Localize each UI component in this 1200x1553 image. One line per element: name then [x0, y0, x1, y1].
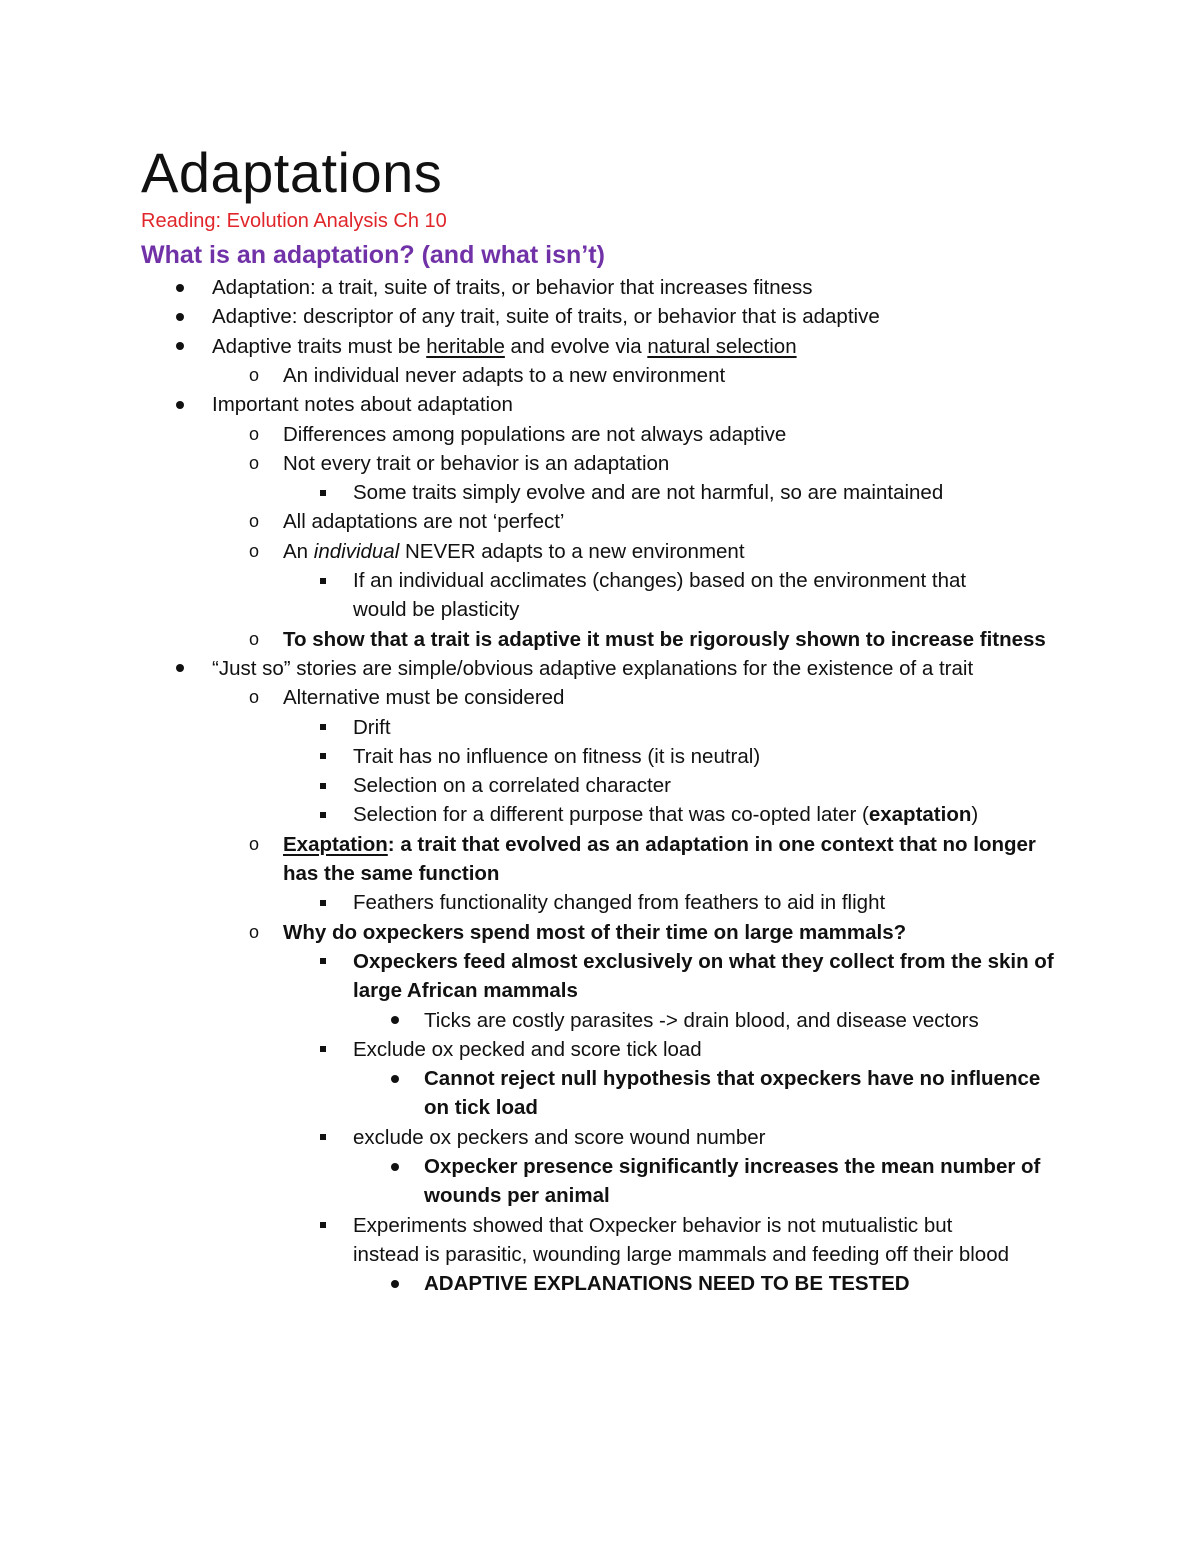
list-item-continuation	[353, 1240, 1009, 1269]
list-item-text: large African mammals	[353, 979, 578, 1003]
list-item-text: Adaptive: descriptor of any trait, suite of traits, or behavior that is adaptive	[212, 305, 880, 329]
list-item	[353, 1211, 952, 1240]
list-item-text: Adaptive traits must be	[212, 334, 427, 358]
section-heading: What is an adaptation? (and what isn’t)	[141, 241, 605, 269]
list-item-continuation	[353, 595, 519, 624]
list-item	[283, 683, 564, 712]
list-item	[283, 507, 564, 536]
reading-reference: Reading: Evolution Analysis Ch 10	[141, 210, 447, 232]
list-item	[212, 654, 973, 683]
list-item	[212, 302, 880, 331]
bullet-circle-icon: o	[248, 687, 259, 708]
list-item	[353, 713, 391, 742]
list-item	[283, 537, 745, 566]
list-item-text: : a trait that evolved as an adaptation in one context that no longer	[387, 832, 1036, 856]
list-item	[212, 390, 513, 419]
bullet-dot-icon	[388, 1269, 402, 1298]
bullet-dot-icon	[173, 390, 187, 419]
list-item	[283, 830, 1036, 859]
list-item	[353, 888, 885, 917]
list-item-text: ADAPTIVE EXPLANATIONS NEED TO BE TESTED	[424, 1272, 910, 1296]
list-item-text: Important notes about adaptation	[212, 393, 513, 417]
bullet-circle-icon: o	[248, 452, 259, 473]
list-item-text: Drift	[353, 715, 391, 739]
page-title: Adaptations	[141, 141, 443, 204]
list-item-text: individual	[313, 539, 400, 563]
list-item	[353, 1123, 766, 1152]
list-item-text: Oxpecker presence significantly increases the mean number of	[424, 1155, 1041, 1178]
list-item-text: exaptation	[868, 803, 972, 827]
bullet-square-icon	[316, 478, 330, 507]
list-item-text: and evolve via	[504, 334, 648, 358]
list-item-text: NEVER adapts to a new environment	[399, 539, 745, 563]
list-item-continuation	[424, 1181, 610, 1210]
bullet-dot-icon	[173, 654, 187, 683]
bullet-circle-icon: o	[248, 511, 259, 532]
list-item-text: Oxpeckers feed almost exclusively on what they collect from the skin of	[353, 949, 1054, 973]
list-item-text: Feathers functionality changed from feathers to aid in flight	[353, 891, 886, 915]
list-item-text: An individual never adapts to a new environment	[283, 363, 726, 387]
list-item-text: would be plasticity	[353, 598, 520, 622]
list-item	[353, 566, 966, 595]
list-item	[353, 742, 760, 771]
list-item-text: Exclude ox pecked and score tick load	[353, 1037, 702, 1061]
list-item-continuation	[283, 859, 499, 888]
bullet-square-icon	[316, 771, 330, 800]
list-item-text: Ticks are costly parasites -> drain blood, and disease vectors	[424, 1008, 979, 1032]
bullet-square-icon	[316, 742, 330, 771]
bullet-circle-icon: o	[248, 833, 259, 854]
bullet-dot-icon	[388, 1152, 402, 1181]
list-item	[424, 1006, 979, 1035]
bullet-square-icon	[316, 1035, 330, 1064]
list-item	[353, 947, 1054, 976]
list-item-text: natural selection	[647, 334, 797, 358]
list-item-text: Exaptation	[283, 832, 388, 856]
bullet-dot-icon	[388, 1064, 402, 1093]
list-item-text: Selection for a different purpose that was co-opted later (	[353, 803, 869, 827]
bullet-dot-icon	[388, 1006, 402, 1035]
bullet-circle-icon: o	[248, 364, 259, 385]
list-item	[283, 449, 669, 478]
bullet-square-icon	[316, 1123, 330, 1152]
list-item-text: Trait has no influence on fitness (it is neutral)	[353, 744, 761, 768]
bullet-circle-icon: o	[248, 423, 259, 444]
list-item	[353, 478, 943, 507]
list-item-text: Alternative must be considered	[283, 686, 565, 710]
bullet-square-icon	[316, 888, 330, 917]
list-item	[283, 361, 725, 390]
bullet-circle-icon: o	[248, 540, 259, 561]
bullet-dot-icon	[173, 332, 187, 361]
list-item-continuation	[353, 976, 578, 1005]
list-item	[424, 1269, 910, 1298]
list-item-text: If an individual acclimates (changes) based on the environment that	[353, 569, 967, 592]
list-item-text: heritable	[426, 334, 505, 358]
bullet-square-icon	[316, 566, 330, 595]
list-item-text: “Just so” stories are simple/obvious adaptive explanations for the existence of a trait	[212, 656, 974, 680]
bullet-square-icon	[316, 947, 330, 976]
list-item-text: wounds per animal	[424, 1184, 610, 1208]
list-item	[424, 1152, 1040, 1181]
list-item-continuation	[424, 1093, 538, 1122]
list-item-text: All adaptations are not ‘perfect’	[283, 510, 565, 534]
list-item	[212, 332, 797, 361]
list-item-text: To show that a trait is adaptive it must be rigorously shown to increase fitness	[283, 627, 1046, 651]
list-item-text: )	[971, 803, 979, 827]
list-item-text: instead is parasitic, wounding large mammals and feeding off their blood	[353, 1242, 1009, 1266]
list-item-text: Cannot reject null hypothesis that oxpeckers have no influence	[424, 1067, 1041, 1091]
list-item-text: Some traits simply evolve and are not harmful, so are maintained	[353, 481, 944, 505]
list-item	[424, 1064, 1040, 1093]
bullet-dot-icon	[173, 302, 187, 331]
list-item-text: exclude ox peckers and score wound number	[353, 1125, 766, 1149]
list-item-text: Why do oxpeckers spend most of their time on large mammals?	[283, 920, 907, 944]
list-item	[283, 420, 786, 449]
list-item-text: Not every trait or behavior is an adaptation	[283, 451, 670, 475]
list-item-text: Selection on a correlated character	[353, 774, 671, 798]
bullet-square-icon	[316, 800, 330, 829]
list-item-text: has the same function	[283, 862, 500, 885]
list-item	[283, 625, 1046, 654]
list-item-text: Adaptation: a trait, suite of traits, or behavior that increases fitness	[212, 276, 813, 299]
list-item	[353, 800, 978, 829]
list-item	[353, 771, 671, 800]
bullet-circle-icon: o	[248, 628, 259, 649]
list-item-text: Experiments showed that Oxpecker behavior is not mutualistic but	[353, 1213, 953, 1237]
bullet-square-icon	[316, 1211, 330, 1240]
bullet-dot-icon	[173, 273, 187, 302]
list-item	[212, 273, 813, 302]
list-item	[353, 1035, 702, 1064]
list-item-text: An	[283, 539, 314, 563]
list-item	[283, 918, 906, 947]
list-item-text: on tick load	[424, 1096, 538, 1120]
list-item-text: Differences among populations are not always adaptive	[283, 422, 787, 446]
bullet-square-icon	[316, 713, 330, 742]
bullet-circle-icon: o	[248, 921, 259, 942]
